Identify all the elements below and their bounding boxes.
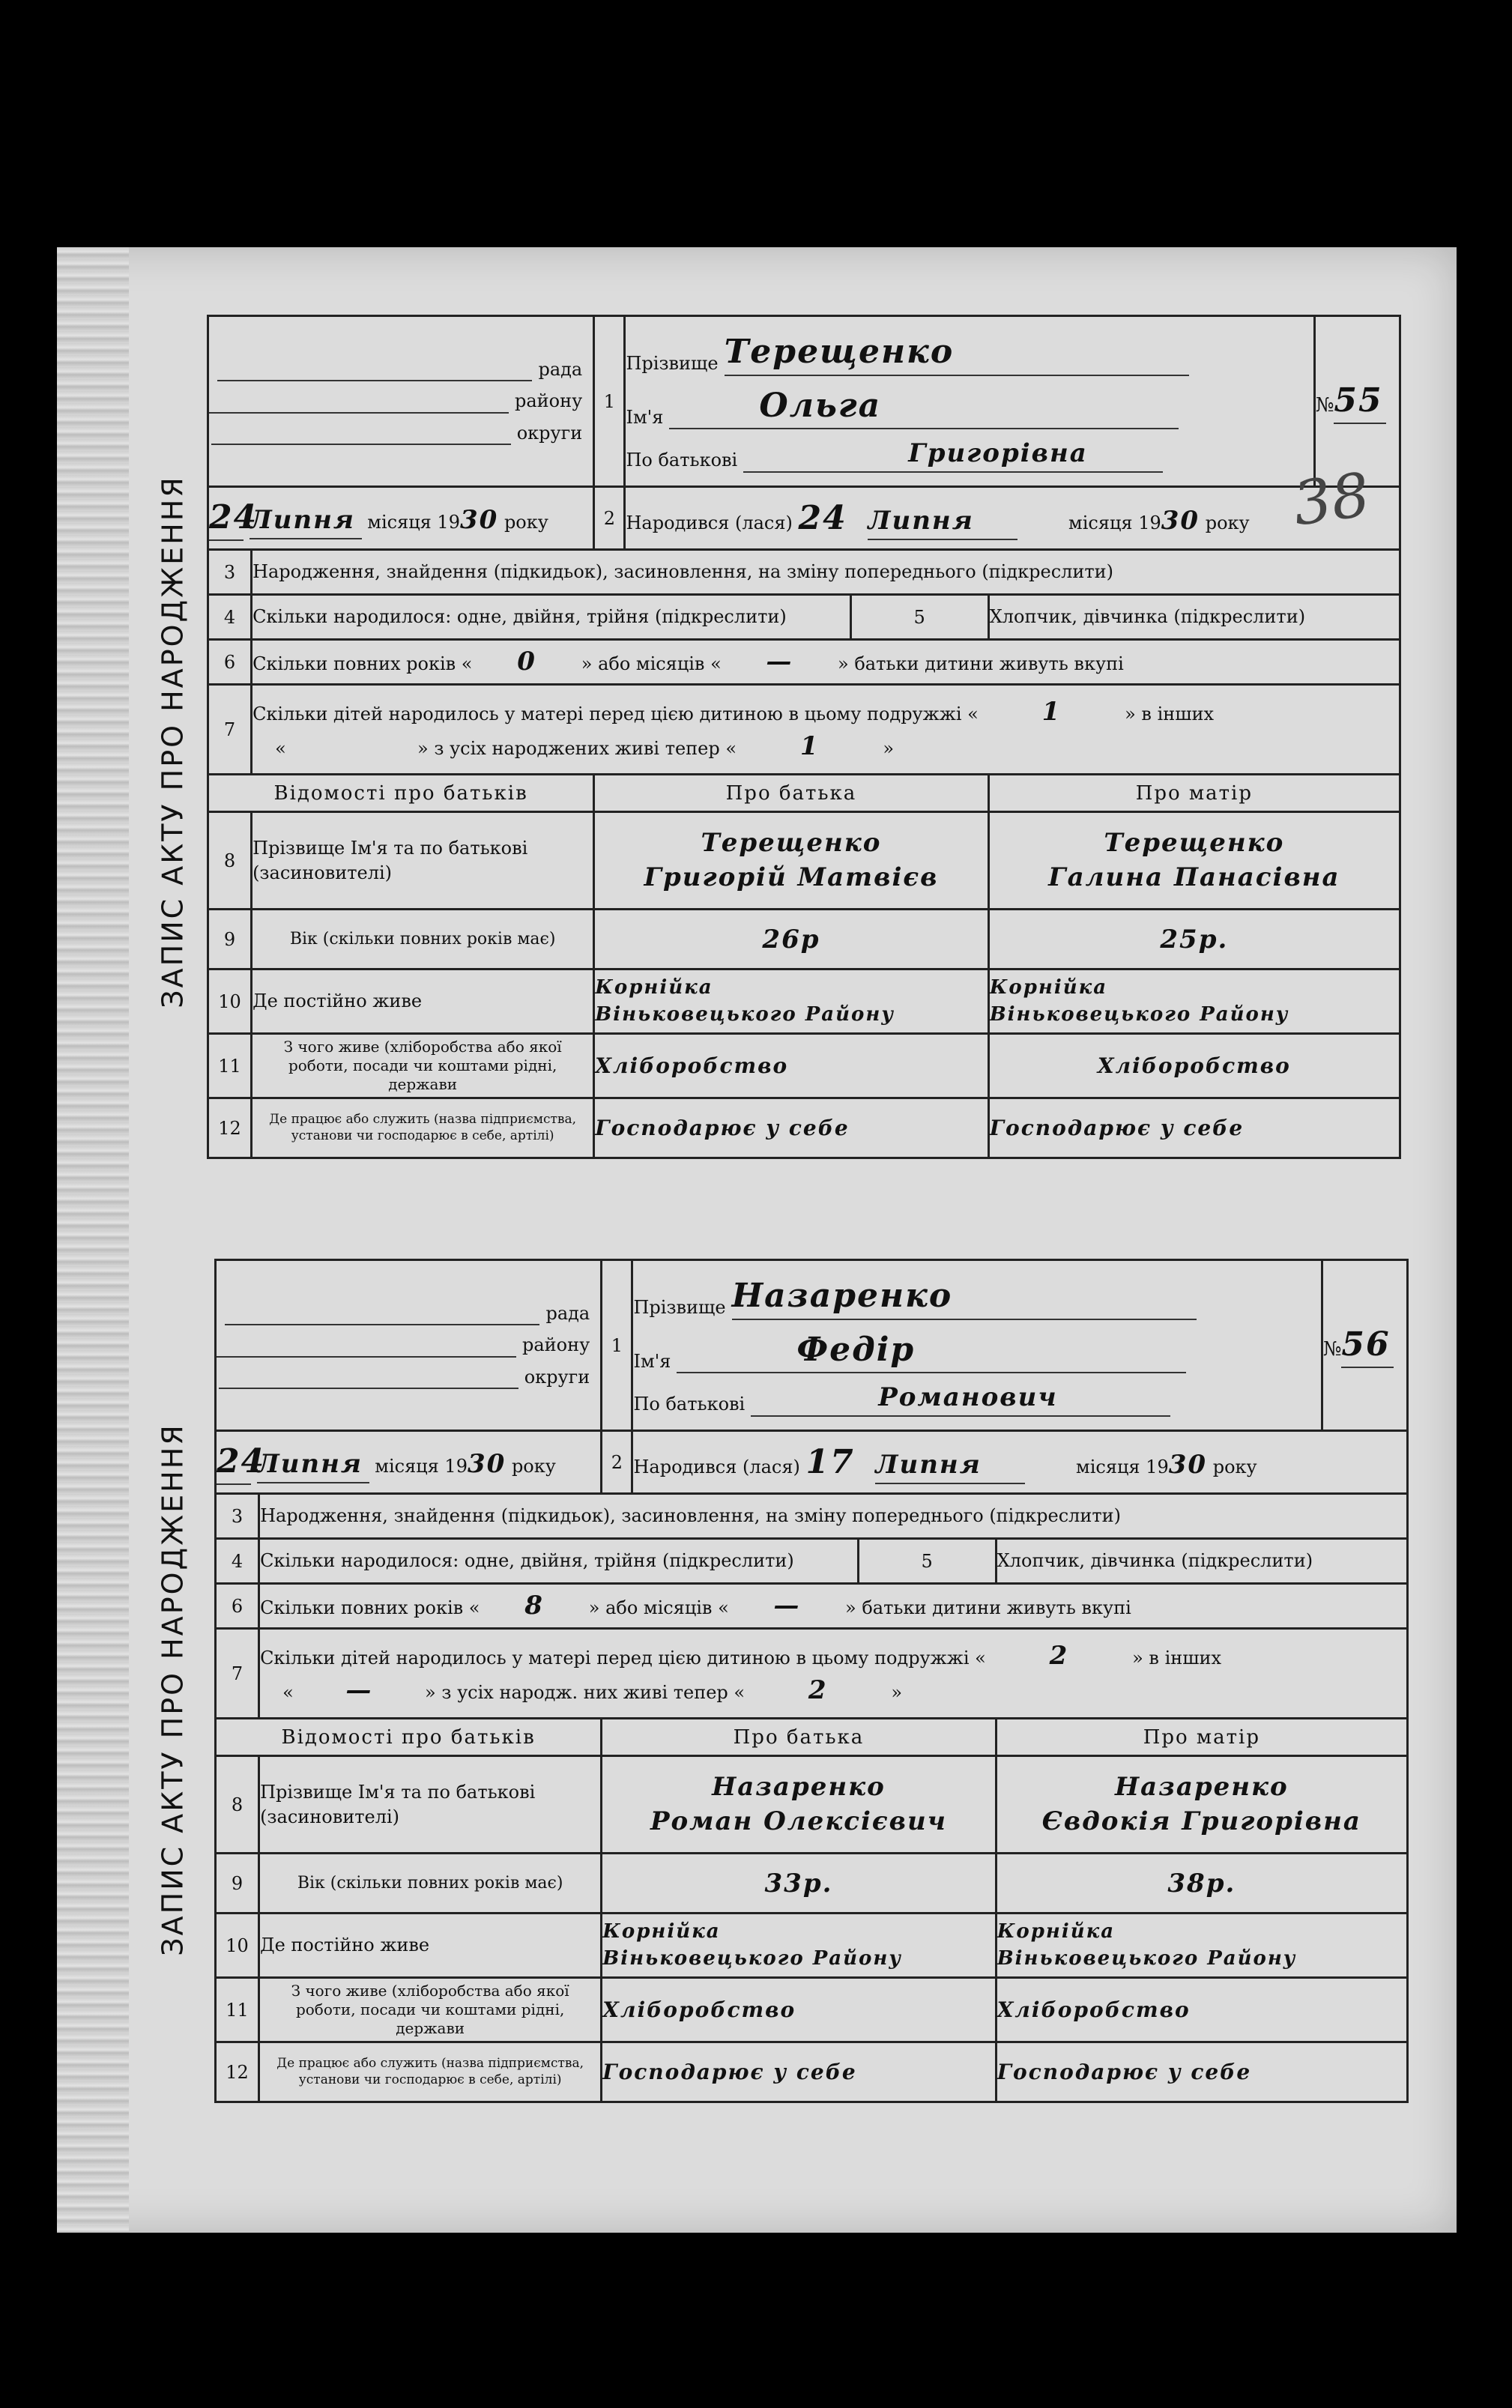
workplace-label: Де працює або служить (назва підприємства, установи чи господарює в себе, артілі) (252, 1098, 594, 1158)
residence-label: Де постійно живе (252, 969, 594, 1034)
record-1-title: ЗАПИС АКТУ ПРО НАРОДЖЕННЯ (157, 475, 190, 1008)
patronymic-label: По батькові (626, 450, 738, 471)
row7-text-e: » (883, 737, 895, 759)
row-2-number: 2 (594, 487, 625, 550)
name-label: Ім'я (633, 1350, 671, 1372)
mother-village: Корнійка (989, 976, 1108, 999)
child-patronymic: Романович (751, 1381, 1170, 1417)
row6-text-b: » або місяців « (581, 653, 722, 674)
record-2-form (214, 1259, 1409, 2103)
birth-count: Скільки народилося: одне, двійня, трійня (підкреслити) (259, 1539, 859, 1584)
birth-day: 17 (805, 1442, 855, 1481)
mother-surname: Назаренко (1114, 1771, 1289, 1802)
row-3-number: 3 (216, 1494, 259, 1539)
father-livelihood: Хліборобство (594, 1034, 988, 1098)
mother-name: Галина Панасівна (1048, 862, 1340, 892)
row-8-number: 8 (208, 812, 252, 910)
mother-name: Євдокія Григорівна (1041, 1806, 1361, 1836)
father-full-name (594, 812, 988, 910)
child-surname: Назаренко (732, 1274, 1197, 1319)
record-1-birth-date (625, 487, 1400, 550)
surname-label: Прізвище (633, 1297, 726, 1319)
parents-together-years (259, 1584, 1408, 1629)
record-1-form (207, 315, 1401, 1159)
mother-district: Віньковецького Району (989, 1002, 1289, 1026)
father-village: Корнійка (602, 1920, 721, 1943)
record-1-registration-date (208, 487, 594, 550)
month-label: місяця (375, 1455, 439, 1477)
reg-year-prefix: 19 (437, 511, 460, 533)
year-label: року (511, 1455, 556, 1477)
mother-surname: Терещенко (1104, 827, 1285, 858)
birth-month: Липня (875, 1448, 1025, 1484)
row-5-number: 5 (850, 595, 988, 640)
workplace-label: Де працює або служить (назва підприємства, установи чи господарює в себе, артілі) (259, 2042, 602, 2102)
children-other: — (345, 1675, 373, 1705)
row7-text-c: « (275, 737, 286, 759)
row-10-number: 10 (208, 969, 252, 1034)
row-9-number: 9 (216, 1854, 259, 1914)
mother-residence (996, 1914, 1407, 1978)
birth-month: Липня (868, 504, 1017, 540)
mother-workplace: Господарює у себе (988, 1098, 1400, 1158)
residence-label: Де постійно живе (259, 1914, 602, 1978)
row-4-number: 4 (208, 595, 252, 640)
children-alive: 2 (808, 1675, 828, 1705)
reg-month: Липня (257, 1447, 369, 1483)
reg-day: 24 (217, 1439, 251, 1485)
binding-edge (57, 247, 129, 2233)
birth-month-label: місяця (1068, 512, 1133, 533)
month-label: місяця (367, 511, 432, 533)
birth-month-label: місяця (1076, 1456, 1140, 1477)
father-full-name (602, 1756, 996, 1854)
father-name: Роман Олексієвич (650, 1806, 947, 1836)
row-5-number: 5 (858, 1539, 996, 1584)
age-label: Вік (скільки повних років має) (252, 910, 594, 969)
father-surname: Терещенко (701, 827, 882, 858)
mother-district: Віньковецького Району (997, 1946, 1297, 1970)
mother-age: 38р. (996, 1854, 1407, 1914)
reg-year-suffix: 30 (459, 504, 499, 535)
row-2-number: 2 (602, 1431, 632, 1494)
mother-header: Про матір (988, 775, 1400, 812)
row7-text-e: » (891, 1681, 903, 1703)
row-3-number: 3 (208, 550, 252, 595)
row-8-number: 8 (216, 1756, 259, 1854)
reg-day: 24 (209, 495, 244, 541)
record-2-side-title (139, 1259, 207, 2120)
raion-label: району (522, 1334, 590, 1356)
row-12-number: 12 (216, 2042, 259, 2102)
record-number: 56 (1341, 1322, 1394, 1368)
child-sex: Хлопчик, дівчинка (підкреслити) (988, 595, 1400, 640)
record-number: 55 (1334, 378, 1386, 424)
mother-residence (988, 969, 1400, 1034)
mother-livelihood: Хліборобство (996, 1978, 1407, 2042)
parents-header: Відомості про батьків (216, 1719, 602, 1756)
father-workplace: Господарює у себе (602, 2042, 996, 2102)
previous-children (259, 1629, 1408, 1719)
reg-year-prefix: 19 (444, 1455, 468, 1477)
row-9-number: 9 (208, 910, 252, 969)
mother-header: Про матір (996, 1719, 1407, 1756)
row-4-number: 4 (216, 1539, 259, 1584)
mother-age: 25р. (988, 910, 1400, 969)
child-name: Федір (677, 1328, 1186, 1373)
row-1-number: 1 (594, 316, 625, 487)
row-6-number: 6 (208, 640, 252, 685)
father-residence (602, 1914, 996, 1978)
children-alive: 1 (799, 730, 820, 761)
number-label: № (1315, 393, 1334, 417)
row6-text-c: » батьки дитини живуть вкупі (845, 1597, 1131, 1618)
row-11-number: 11 (208, 1034, 252, 1098)
row7-text-a: Скільки дітей народилось у матері перед цією дитиною в цьому подружжі « (252, 703, 979, 724)
row7-text-c: « (282, 1681, 294, 1703)
birth-year-suffix: 30 (1168, 1449, 1208, 1480)
father-header: Про батька (602, 1719, 996, 1756)
father-residence (594, 969, 988, 1034)
row7-text-b: » в інших (1125, 703, 1215, 724)
surname-label: Прізвище (626, 353, 719, 375)
record-2-number-box (1322, 1260, 1407, 1431)
birth-year-suffix: 30 (1161, 505, 1200, 536)
mother-livelihood: Хліборобство (988, 1034, 1400, 1098)
parent-name-label: Прізвище Ім'я та по батькові (засиновителі) (252, 812, 594, 910)
okruh-label: округи (516, 422, 583, 444)
name-label: Ім'я (626, 406, 664, 428)
record-2-registration-date (216, 1431, 602, 1494)
row-12-number: 12 (208, 1098, 252, 1158)
mother-full-name (988, 812, 1400, 910)
row-7-number: 7 (216, 1629, 259, 1719)
children-before: 2 (1049, 1640, 1069, 1671)
father-village: Корнійка (595, 976, 713, 999)
row7-text-d: » з усіх народжених живі тепер « (417, 737, 737, 759)
months-together: — (773, 1590, 801, 1621)
father-district: Віньковецького Району (595, 1002, 895, 1026)
parents-header: Відомості про батьків (208, 775, 594, 812)
row6-text-a: Скільки повних років « (252, 653, 473, 674)
number-label: № (1322, 1337, 1342, 1361)
reg-year-suffix: 30 (467, 1448, 506, 1479)
row-6-number: 6 (216, 1584, 259, 1629)
previous-children (252, 685, 1400, 775)
age-label: Вік (скільки повних років має) (259, 1854, 602, 1914)
father-header: Про батька (594, 775, 988, 812)
years-together: 8 (524, 1590, 544, 1621)
okruh-label: округи (524, 1366, 590, 1388)
row7-text-b: » в інших (1132, 1647, 1222, 1669)
months-together: — (766, 646, 793, 677)
years-together: 0 (517, 646, 536, 677)
father-age: 33р. (602, 1854, 996, 1914)
row6-text-a: Скільки повних років « (260, 1597, 480, 1618)
mother-full-name (996, 1756, 1407, 1854)
child-patronymic: Григорівна (743, 437, 1163, 473)
livelihood-label: З чого живе (хліборобства або якої роботи, посади чи коштами рідні, держави (252, 1034, 594, 1098)
year-label: року (504, 511, 548, 533)
row6-text-b: » або місяців « (588, 1597, 729, 1618)
livelihood-label: З чого живе (хліборобства або якої роботи, посади чи коштами рідні, держави (259, 1978, 602, 2042)
pencil-annotation: 38 (1289, 459, 1374, 539)
record-1-side-title (139, 315, 207, 1169)
father-livelihood: Хліборобство (602, 1978, 996, 2042)
record-2-title: ЗАПИС АКТУ ПРО НАРОДЖЕННЯ (157, 1423, 190, 1956)
child-sex: Хлопчик, дівчинка (підкреслити) (996, 1539, 1407, 1584)
row-1-number: 1 (602, 1260, 632, 1431)
record-2-child-name-block (632, 1260, 1322, 1431)
father-workplace: Господарює у себе (594, 1098, 988, 1158)
record-2-admin-block (216, 1260, 602, 1431)
children-before: 1 (1041, 696, 1062, 727)
row-10-number: 10 (216, 1914, 259, 1978)
row7-text-d: » з усіх народж. них живі тепер « (425, 1681, 746, 1703)
birth-day: 24 (798, 498, 847, 537)
birth-year-label: року (1212, 1456, 1257, 1477)
birth-year-prefix: 19 (1138, 512, 1161, 533)
mother-village: Корнійка (997, 1920, 1116, 1943)
event-type: Народження, знайдення (підкидьок), засиновлення, на зміну попереднього (підкреслити) (252, 550, 1400, 595)
born-label: Народився (лася) (626, 512, 793, 533)
father-name: Григорій Матвієв (644, 862, 939, 892)
mother-workplace: Господарює у себе (996, 2042, 1407, 2102)
event-type: Народження, знайдення (підкидьок), засиновлення, на зміну попереднього (підкреслити) (259, 1494, 1408, 1539)
birth-year-label: року (1205, 512, 1250, 533)
record-1-child-name-block (625, 316, 1314, 487)
born-label: Народився (лася) (633, 1456, 800, 1477)
birth-count: Скільки народилося: одне, двійня, трійня (підкреслити) (252, 595, 851, 640)
rada-label: рада (545, 1302, 590, 1324)
birth-year-prefix: 19 (1146, 1456, 1169, 1477)
reg-month: Липня (250, 503, 362, 539)
row-7-number: 7 (208, 685, 252, 775)
parent-name-label: Прізвище Ім'я та по батькові (засиновителі) (259, 1756, 602, 1854)
child-name: Ольга (669, 384, 1179, 429)
father-age: 26р (594, 910, 988, 969)
record-2-birth-date (632, 1431, 1408, 1494)
row-11-number: 11 (216, 1978, 259, 2042)
rada-label: рада (538, 358, 583, 380)
father-surname: Назаренко (712, 1771, 886, 1802)
patronymic-label: По батькові (633, 1394, 746, 1415)
parents-together-years (252, 640, 1400, 685)
record-1-admin-block (208, 316, 594, 487)
row7-text-a: Скільки дітей народилось у матері перед цією дитиною в цьому подружжі « (260, 1647, 986, 1669)
child-surname: Терещенко (725, 330, 1189, 375)
row6-text-c: » батьки дитини живуть вкупі (838, 653, 1124, 674)
raion-label: району (515, 390, 583, 412)
father-district: Віньковецького Району (602, 1946, 902, 1970)
